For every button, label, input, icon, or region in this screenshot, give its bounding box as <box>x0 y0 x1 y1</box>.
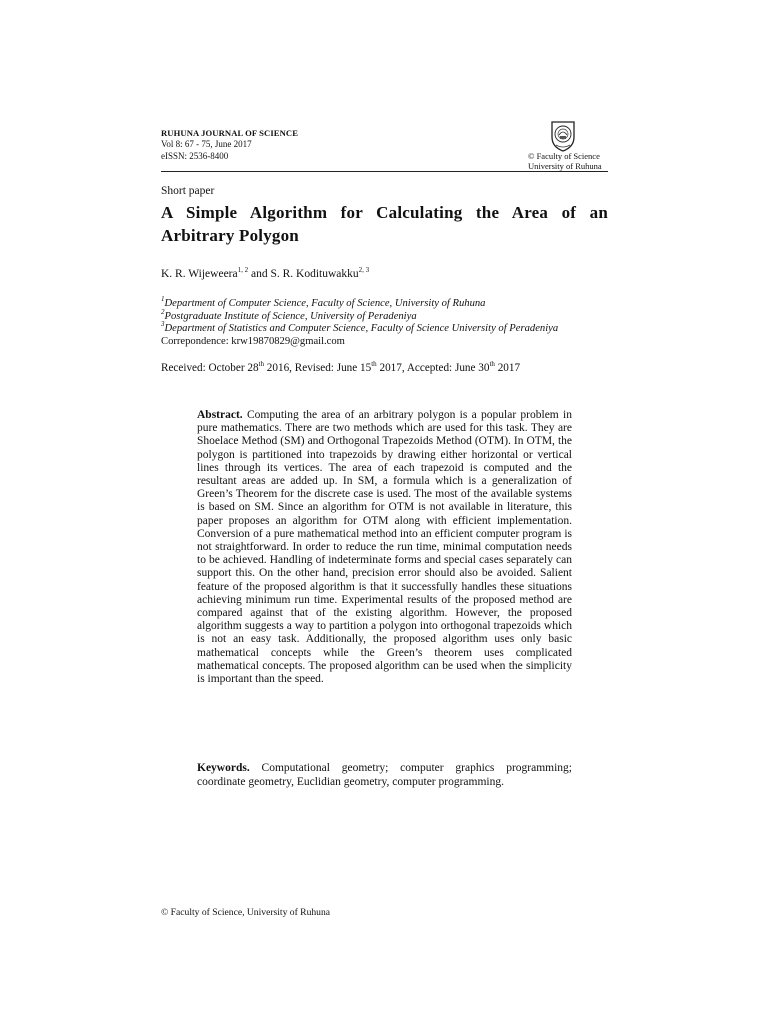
affil-sup: 3 <box>161 320 165 328</box>
keywords <box>197 761 572 789</box>
abstract-text: Computing the area of an arbitrary polygon is a popular problem in pure mathematics. There are two methods which are used for this task. They are Shoelace Method (SM) and Orthogonal Trapezoids Method (OTM). In OTM, the polygon is partitioned into trapezoids by drawing either horizontal or vertical lines through its vertices. The area of each trapezoid is computed and the resultant areas are added up. In SM, a formula which is a generalization of Green’s Theorem for the discrete case is used. The most of the available systems is based on SM. Since an algorithm for OTM is not available in literature, this paper proposes an algorithm for OTM along with efficient implementation. Conversion of a pure mathematical method into an efficient computer program is not straightforward. In order to reduce the run time, minimal computation needs to be achieved. Handling of indeterminate forms and special cases separately can support this. On the other hand, precision error should also be avoided. Salient feature of the proposed algorithm is that it successfully handles these situations achieving minimum run time. Experimental results of the proposed method are compared against that of the existing algorithm. However, the proposed algorithm suggests a way to partition a polygon into orthogonal trapezoids which is not an easy task. Additionally, the proposed algorithm uses only basic mathematical concepts while the Green’s theorem uses complicated mathematical concepts. The proposed algorithm can be used when the simplicity is important than the speed. <box>197 409 572 686</box>
affiliation <box>161 307 558 324</box>
ordinal-sup: th <box>489 360 495 368</box>
revised-date: 2016, Revised: June 15 <box>264 362 372 374</box>
abstract-label: Abstract. <box>197 409 243 421</box>
affil-text: Postgraduate Institute of Science, University of Peradeniya <box>164 310 417 322</box>
title-line-1: A Simple Algorithm for Calculating the Area of an <box>161 203 608 222</box>
university-seal-icon <box>549 119 577 153</box>
title-line-2: Arbitrary Polygon <box>161 226 299 245</box>
journal-volume: Vol 8: 67 - 75, June 2017 <box>161 139 252 149</box>
accepted-date: 2017, Accepted: June 30 <box>376 362 490 374</box>
journal-issn: eISSN: 2536-8400 <box>161 151 229 161</box>
correspondence-email: Correpondence: krw19870829@gmail.com <box>161 335 345 347</box>
paper-type: Short paper <box>161 185 215 197</box>
author-affil-sup: 1, 2 <box>237 266 249 274</box>
affil-sup: 2 <box>161 307 165 316</box>
affiliations <box>161 295 559 348</box>
journal-name: RUHUNA JOURNAL OF SCIENCE <box>161 128 299 138</box>
paper-title <box>161 201 608 247</box>
publication-dates <box>161 362 520 374</box>
page-footer: © Faculty of Science, University of Ruhuna <box>161 907 331 918</box>
keywords-label: Keywords. <box>197 762 250 774</box>
abstract <box>197 409 572 686</box>
affil-sup: 1 <box>161 295 165 303</box>
author-name: K. R. Wijeweera <box>161 268 238 280</box>
affil-text: Department of Computer Science, Faculty of Science, University of Ruhuna <box>164 298 486 309</box>
affil-text: Department of Statistics and Computer Science, Faculty of Science University of Peradeniya <box>164 323 559 334</box>
affiliation <box>161 320 559 336</box>
accepted-year: 2017 <box>494 362 521 374</box>
faculty-copyright: © Faculty of Science <box>528 151 600 161</box>
ordinal-sup: th <box>371 360 377 368</box>
author-name: S. R. Kodituwakku <box>270 268 359 280</box>
received-date: Received: October 28 <box>161 362 259 374</box>
affiliation <box>161 295 558 311</box>
author-joiner: and <box>248 268 271 280</box>
ordinal-sup: th <box>258 360 264 368</box>
author-list <box>161 268 369 280</box>
keywords-text: Computational geometry; computer graphics programming; coordinate geometry, Euclidian geometry, computer programming. <box>197 762 572 788</box>
header-divider <box>161 171 608 172</box>
faculty-university: University of Ruhuna <box>528 161 602 171</box>
author-affil-sup: 2, 3 <box>358 266 370 274</box>
